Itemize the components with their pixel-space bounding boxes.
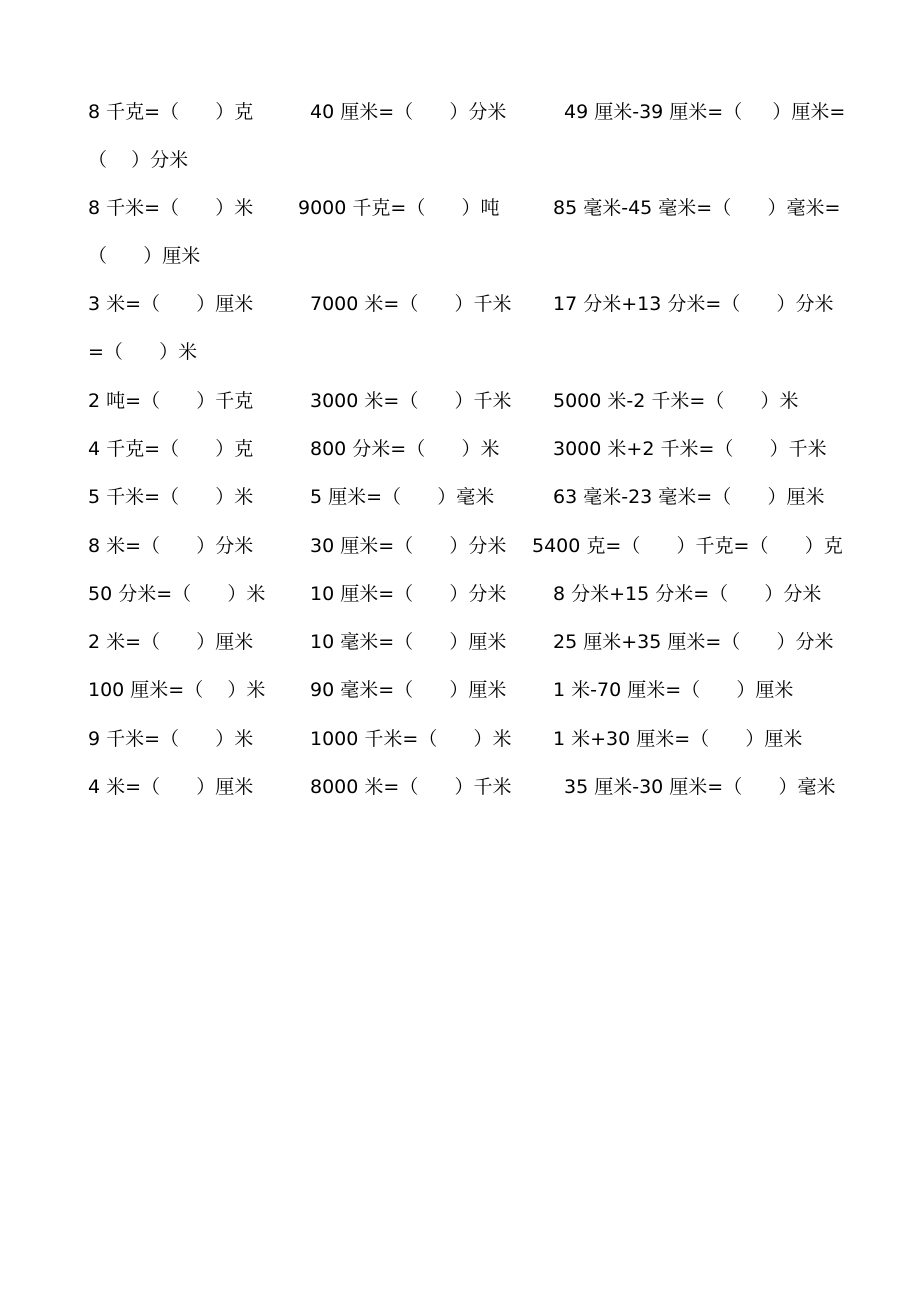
exercise-item: 9000 千克=（ ）吨 [298,197,500,219]
worksheet-line-15 [88,772,836,802]
exercise-item: 63 毫米-23 毫米=（ ）厘米 [553,486,825,508]
worksheet-line-5 [88,289,834,319]
exercise-item: 30 厘米=（ ）分米 [310,535,507,557]
worksheet-line-4 [88,241,201,271]
exercise-item: 40 厘米=（ ）分米 [310,101,507,123]
worksheet-line-9 [88,482,825,512]
exercise-item: 1 米+30 厘米=（ ）厘米 [553,728,803,750]
exercise-item: 8 分米+15 分米=（ ）分米 [553,583,822,605]
exercise-item: 35 厘米-30 厘米=（ ）毫米 [564,776,836,798]
worksheet-line-11 [88,579,822,609]
exercise-item: 7000 米=（ ）千米 [310,293,512,315]
exercise-item: 5 千米=（ ）米 [88,486,254,508]
exercise-item: （ ）分米 [88,149,189,171]
worksheet-line-13 [88,675,794,705]
exercise-item: 5 厘米=（ ）毫米 [310,486,495,508]
exercise-item: 8 千米=（ ）米 [88,197,254,219]
exercise-item: 25 厘米+35 厘米=（ ）分米 [553,631,834,653]
exercise-item: 49 厘米-39 厘米=（ ）厘米= [564,101,846,123]
exercise-item: 1000 千米=（ ）米 [310,728,512,750]
worksheet-line-14 [88,724,803,754]
exercise-item: 4 千克=（ ）克 [88,438,254,460]
exercise-item: 17 分米+13 分米=（ ）分米 [553,293,834,315]
exercise-item: 5000 米-2 千米=（ ）米 [553,390,799,412]
exercise-item: 8000 米=（ ）千米 [310,776,512,798]
worksheet-line-1 [88,97,846,127]
worksheet-line-2 [88,145,189,175]
exercise-item: 2 吨=（ ）千克 [88,390,254,412]
exercise-item: 3000 米+2 千米=（ ）千米 [553,438,827,460]
exercise-item: 10 厘米=（ ）分米 [310,583,507,605]
worksheet-line-7 [88,386,799,416]
exercise-item: 85 毫米-45 毫米=（ ）毫米= [553,197,841,219]
exercise-item: 8 千克=（ ）克 [88,101,254,123]
exercise-item: 100 厘米=（ ）米 [88,679,266,701]
worksheet-line-8 [88,434,827,464]
exercise-item: 3000 米=（ ）千米 [310,390,512,412]
exercise-item: 8 米=（ ）分米 [88,535,254,557]
exercise-item: 50 分米=（ ）米 [88,583,266,605]
exercise-item: 800 分米=（ ）米 [310,438,500,460]
exercise-item: 9 千米=（ ）米 [88,728,254,750]
worksheet-line-3 [88,193,841,223]
exercise-item: 4 米=（ ）厘米 [88,776,254,798]
exercise-item: 10 毫米=（ ）厘米 [310,631,507,653]
worksheet-line-10 [88,531,843,561]
exercise-item: 3 米=（ ）厘米 [88,293,254,315]
exercise-item: 5400 克=（ ）千克=（ ）克 [532,535,843,557]
exercise-item: （ ）厘米 [88,245,201,267]
exercise-item: 90 毫米=（ ）厘米 [310,679,507,701]
exercise-item: 2 米=（ ）厘米 [88,631,254,653]
worksheet-line-12 [88,627,834,657]
exercise-item: 1 米-70 厘米=（ ）厘米 [553,679,794,701]
exercise-item: =（ ）米 [88,341,198,363]
worksheet-line-6 [88,337,198,367]
